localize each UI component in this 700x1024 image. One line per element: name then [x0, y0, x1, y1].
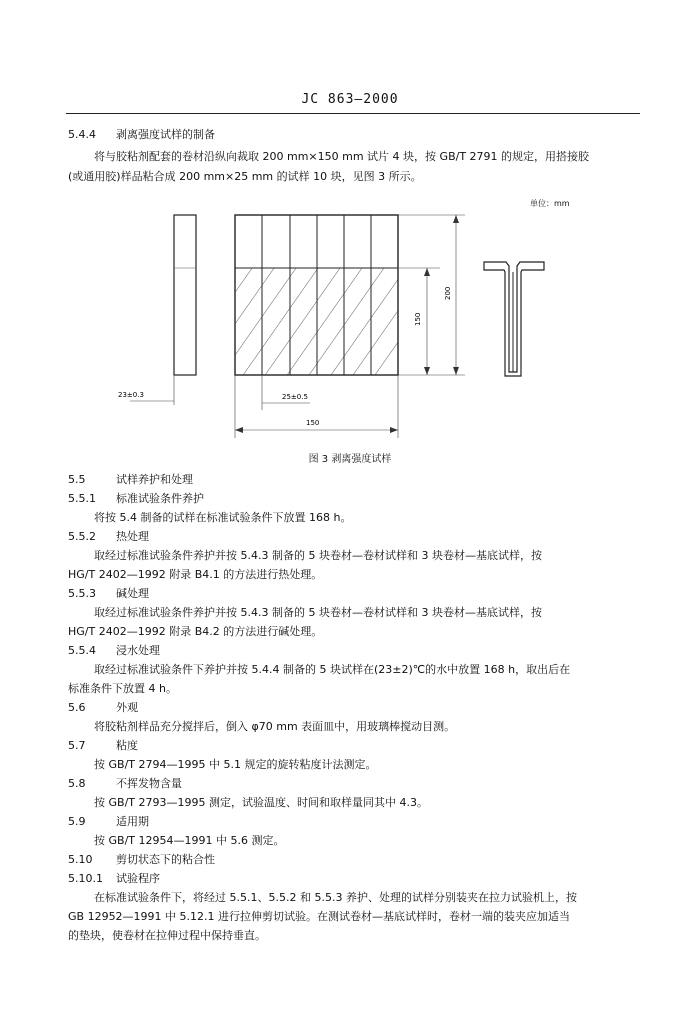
paragraph-line: 取经过标准试验条件养护并按 5.4.3 制备的 5 块卷材—卷材试样和 3 块卷材—基底试样，按: [94, 549, 542, 562]
section-title: 粘度: [116, 739, 138, 752]
figure-caption: 图 3 剥离强度试样: [308, 454, 392, 465]
section-title: 试样养护和处理: [116, 473, 193, 486]
section-title: 不挥发物含量: [116, 777, 182, 790]
section-heading: [68, 815, 149, 829]
paragraph-line: 标准条件下放置 4 h。: [68, 682, 177, 695]
section-number: 5.10: [68, 853, 93, 866]
section-heading: [68, 492, 204, 506]
paragraph-line: 将胶粘剂样品充分搅拌后，倒入 φ70 mm 表面皿中，用玻璃棒搅动目测。: [94, 720, 456, 733]
section-title: 标准试验条件养护: [116, 492, 204, 505]
dim-total-height: 200: [444, 286, 452, 300]
dim-glued-height: 150: [414, 312, 422, 326]
section-number: 5.5.3: [68, 587, 96, 600]
section-number: 5.6: [68, 701, 86, 714]
section-number: 5.5.1: [68, 492, 96, 505]
paragraph-line: 的垫块，使卷材在拉伸过程中保持垂直。: [68, 929, 266, 942]
dim-strip-width: 25±0.5: [282, 393, 308, 401]
section-number: 5.5.2: [68, 530, 96, 543]
paragraph-line: (或通用胶)样品粘合成 200 mm×25 mm 的试样 10 块，见图 3 所示。: [68, 170, 422, 183]
section-heading: [68, 739, 138, 753]
paragraph-line: 在标准试验条件下，将经过 5.5.1、5.5.2 和 5.5.3 养护、处理的试样分别装夹在拉力试验机上，按: [94, 891, 577, 904]
single-strip: [174, 215, 196, 375]
section-title: 热处理: [116, 530, 149, 543]
section-number: 5.5: [68, 473, 86, 486]
section-number: 5.9: [68, 815, 86, 828]
section-heading: [68, 530, 149, 544]
dim-left-width: 23±0.3: [118, 391, 144, 399]
section-number: 5.10.1: [68, 872, 103, 885]
section-number: 5.8: [68, 777, 86, 790]
section-heading: [68, 587, 149, 601]
section-number: 5.5.4: [68, 644, 96, 657]
section-title: 外观: [116, 701, 138, 714]
peel-specimen-figure: [0, 0, 700, 470]
section-title: 试验程序: [116, 872, 160, 885]
unit-label: 单位：mm: [530, 199, 570, 208]
paragraph-line: 将按 5.4 制备的试样在标准试验条件下放置 168 h。: [94, 511, 352, 524]
section-number: 5.7: [68, 739, 86, 752]
section-heading: [68, 777, 182, 791]
document-header: JC 863—2000: [301, 92, 399, 107]
section-title: 剥离强度试样的制备: [116, 128, 215, 141]
section-heading: [68, 872, 160, 886]
paragraph-line: 按 GB/T 2794—1995 中 5.1 规定的旋转粘度计法测定。: [94, 758, 377, 771]
section-title: 碱处理: [116, 587, 149, 600]
section-heading: [68, 701, 138, 715]
section-title: 适用期: [116, 815, 149, 828]
paragraph-line: HG/T 2402—1992 附录 B4.1 的方法进行热处理。: [68, 568, 323, 581]
paragraph-line: 按 GB/T 12954—1991 中 5.6 测定。: [94, 834, 285, 847]
section-title: 浸水处理: [116, 644, 160, 657]
paragraph-line: 将与胶粘剂配套的卷材沿纵向裁取 200 mm×150 mm 试片 4 块，按 GB/T 2791 的规定，用搭接胶: [94, 150, 590, 163]
section-heading: [68, 473, 193, 487]
paragraph-line: HG/T 2402—1992 附录 B4.2 的方法进行碱处理。: [68, 625, 323, 638]
paragraph-line: 取经过标准试验条件养护并按 5.4.3 制备的 5 块卷材—卷材试样和 3 块卷材—基底试样，按: [94, 606, 542, 619]
section-heading: [68, 853, 215, 867]
section-number: 5.4.4: [68, 128, 96, 141]
paragraph-line: 取经过标准试验条件下养护并按 5.4.4 制备的 5 块试样在(23±2)℃的水中放置 168 h，取出后在: [94, 663, 571, 676]
t-peel-profile: [484, 262, 544, 376]
paragraph-line: 按 GB/T 2793—1995 测定，试验温度、时间和取样量同其中 4.3。: [94, 796, 428, 809]
dim-total-width: 150: [306, 419, 320, 427]
paragraph-line: GB 12952—1991 中 5.12.1 进行拉伸剪切试验。在测试卷材—基底试样时，卷材一端的装夹应加适当: [68, 910, 571, 923]
section-heading: [68, 644, 160, 658]
section-title: 剪切状态下的粘合性: [116, 853, 215, 866]
